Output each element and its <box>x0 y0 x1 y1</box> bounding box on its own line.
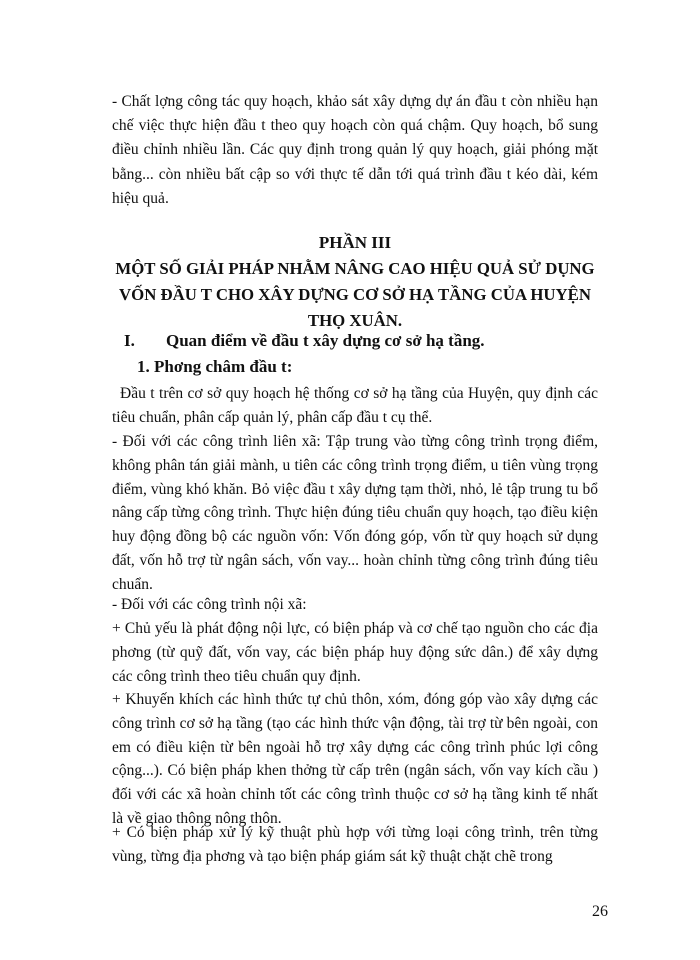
paragraph-4: + Chủ yếu là phát động nội lực, có biện pháp và cơ chế tạo nguồn cho các địa phơng (từ quỹ đất, vốn vay, các biện pháp huy động sức dân.) để xây dựng các công trình theo tiêu chuẩn quy định. <box>112 620 598 685</box>
paragraph-3: - Đối với các công trình nội xã: <box>112 596 307 613</box>
page-number: 26 <box>592 903 608 920</box>
paragraph-5: + Khuyến khích các hình thức tự chủ thôn, xóm, đóng góp vào xây dựng các công trình cơ sở hạ tầng (tạo các hình thức vận động, tài trợ từ bên ngoài, con em có điều kiện từ bên ngoài hỗ trợ xây dựng các công trình phúc lợi công cộng...). Có biện pháp khen thởng từ cấp trên (ngân sách, vốn vay kích cầu ) đối với các xã hoàn chỉnh tốt các công trình thuộc cơ sở hạ tầng kinh tế nhất là về giao thông nông thôn. <box>112 691 598 827</box>
paragraph-6: + Có biện pháp xử lý kỹ thuật phù hợp với từng loại công trình, trên từng vùng, từng địa phơng và tạo biện pháp giám sát kỹ thuật chặt chẽ trong <box>112 824 598 866</box>
section-number: I. <box>124 331 135 350</box>
paragraph-2: - Đối với các công trình liên xã: Tập trung vào từng công trình trọng điểm, không phân tán giải mành, u tiên các công trình trọng điểm, u tiên vùng trọng điểm, vùng khó khăn. Bỏ việc đầu t xây dựng tạm thời, nhỏ, lẻ tập trung tu bổ nâng cấp từng công trình. Thực hiện đúng tiêu chuẩn quy hoạch, tạo điều kiện huy động đồng bộ các nguồn vốn: Vốn đóng góp, vốn từ quy hoạch sử dụng đất, vốn hỗ trợ từ ngân sách, vốn vay... hoàn chỉnh từng công trình đúng tiêu chuẩn. <box>112 433 598 593</box>
part-title: PHẦN III <box>318 233 392 252</box>
intro-paragraph: - Chất lợng công tác quy hoạch, khảo sát xây dựng dự án đầu t còn nhiều hạn chế việc thực hiện đầu t theo quy hoạch còn quá chậm. Quy hoạch, bổ sung điều chỉnh nhiều lần. Các quy định trong quản lý quy hoạch, giải phóng mặt bằng... còn nhiều bất cập so với thực tế dẫn tới quá trình đầu t kéo dài, kém hiệu quả. <box>112 93 598 207</box>
section-title: Quan điểm về đầu t xây dựng cơ sở hạ tầng. <box>166 331 485 350</box>
subsection-title: 1. Phơng châm đầu t: <box>137 357 293 376</box>
paragraph-1: Đầu t trên cơ sở quy hoạch hệ thống cơ sở hạ tầng của Huyện, quy định các tiêu chuẩn, phân cấp quản lý, phân cấp đầu t cụ thể. <box>112 385 598 427</box>
part-subtitle: MỘT SỐ GIẢI PHÁP NHẰM NÂNG CAO HIỆU QUẢ SỬ DỤNG VỐN ĐẦU T CHO XÂY DỰNG CƠ SỞ HẠ TẦNG CỦA HUYỆN THỌ XUÂN. <box>115 259 595 330</box>
